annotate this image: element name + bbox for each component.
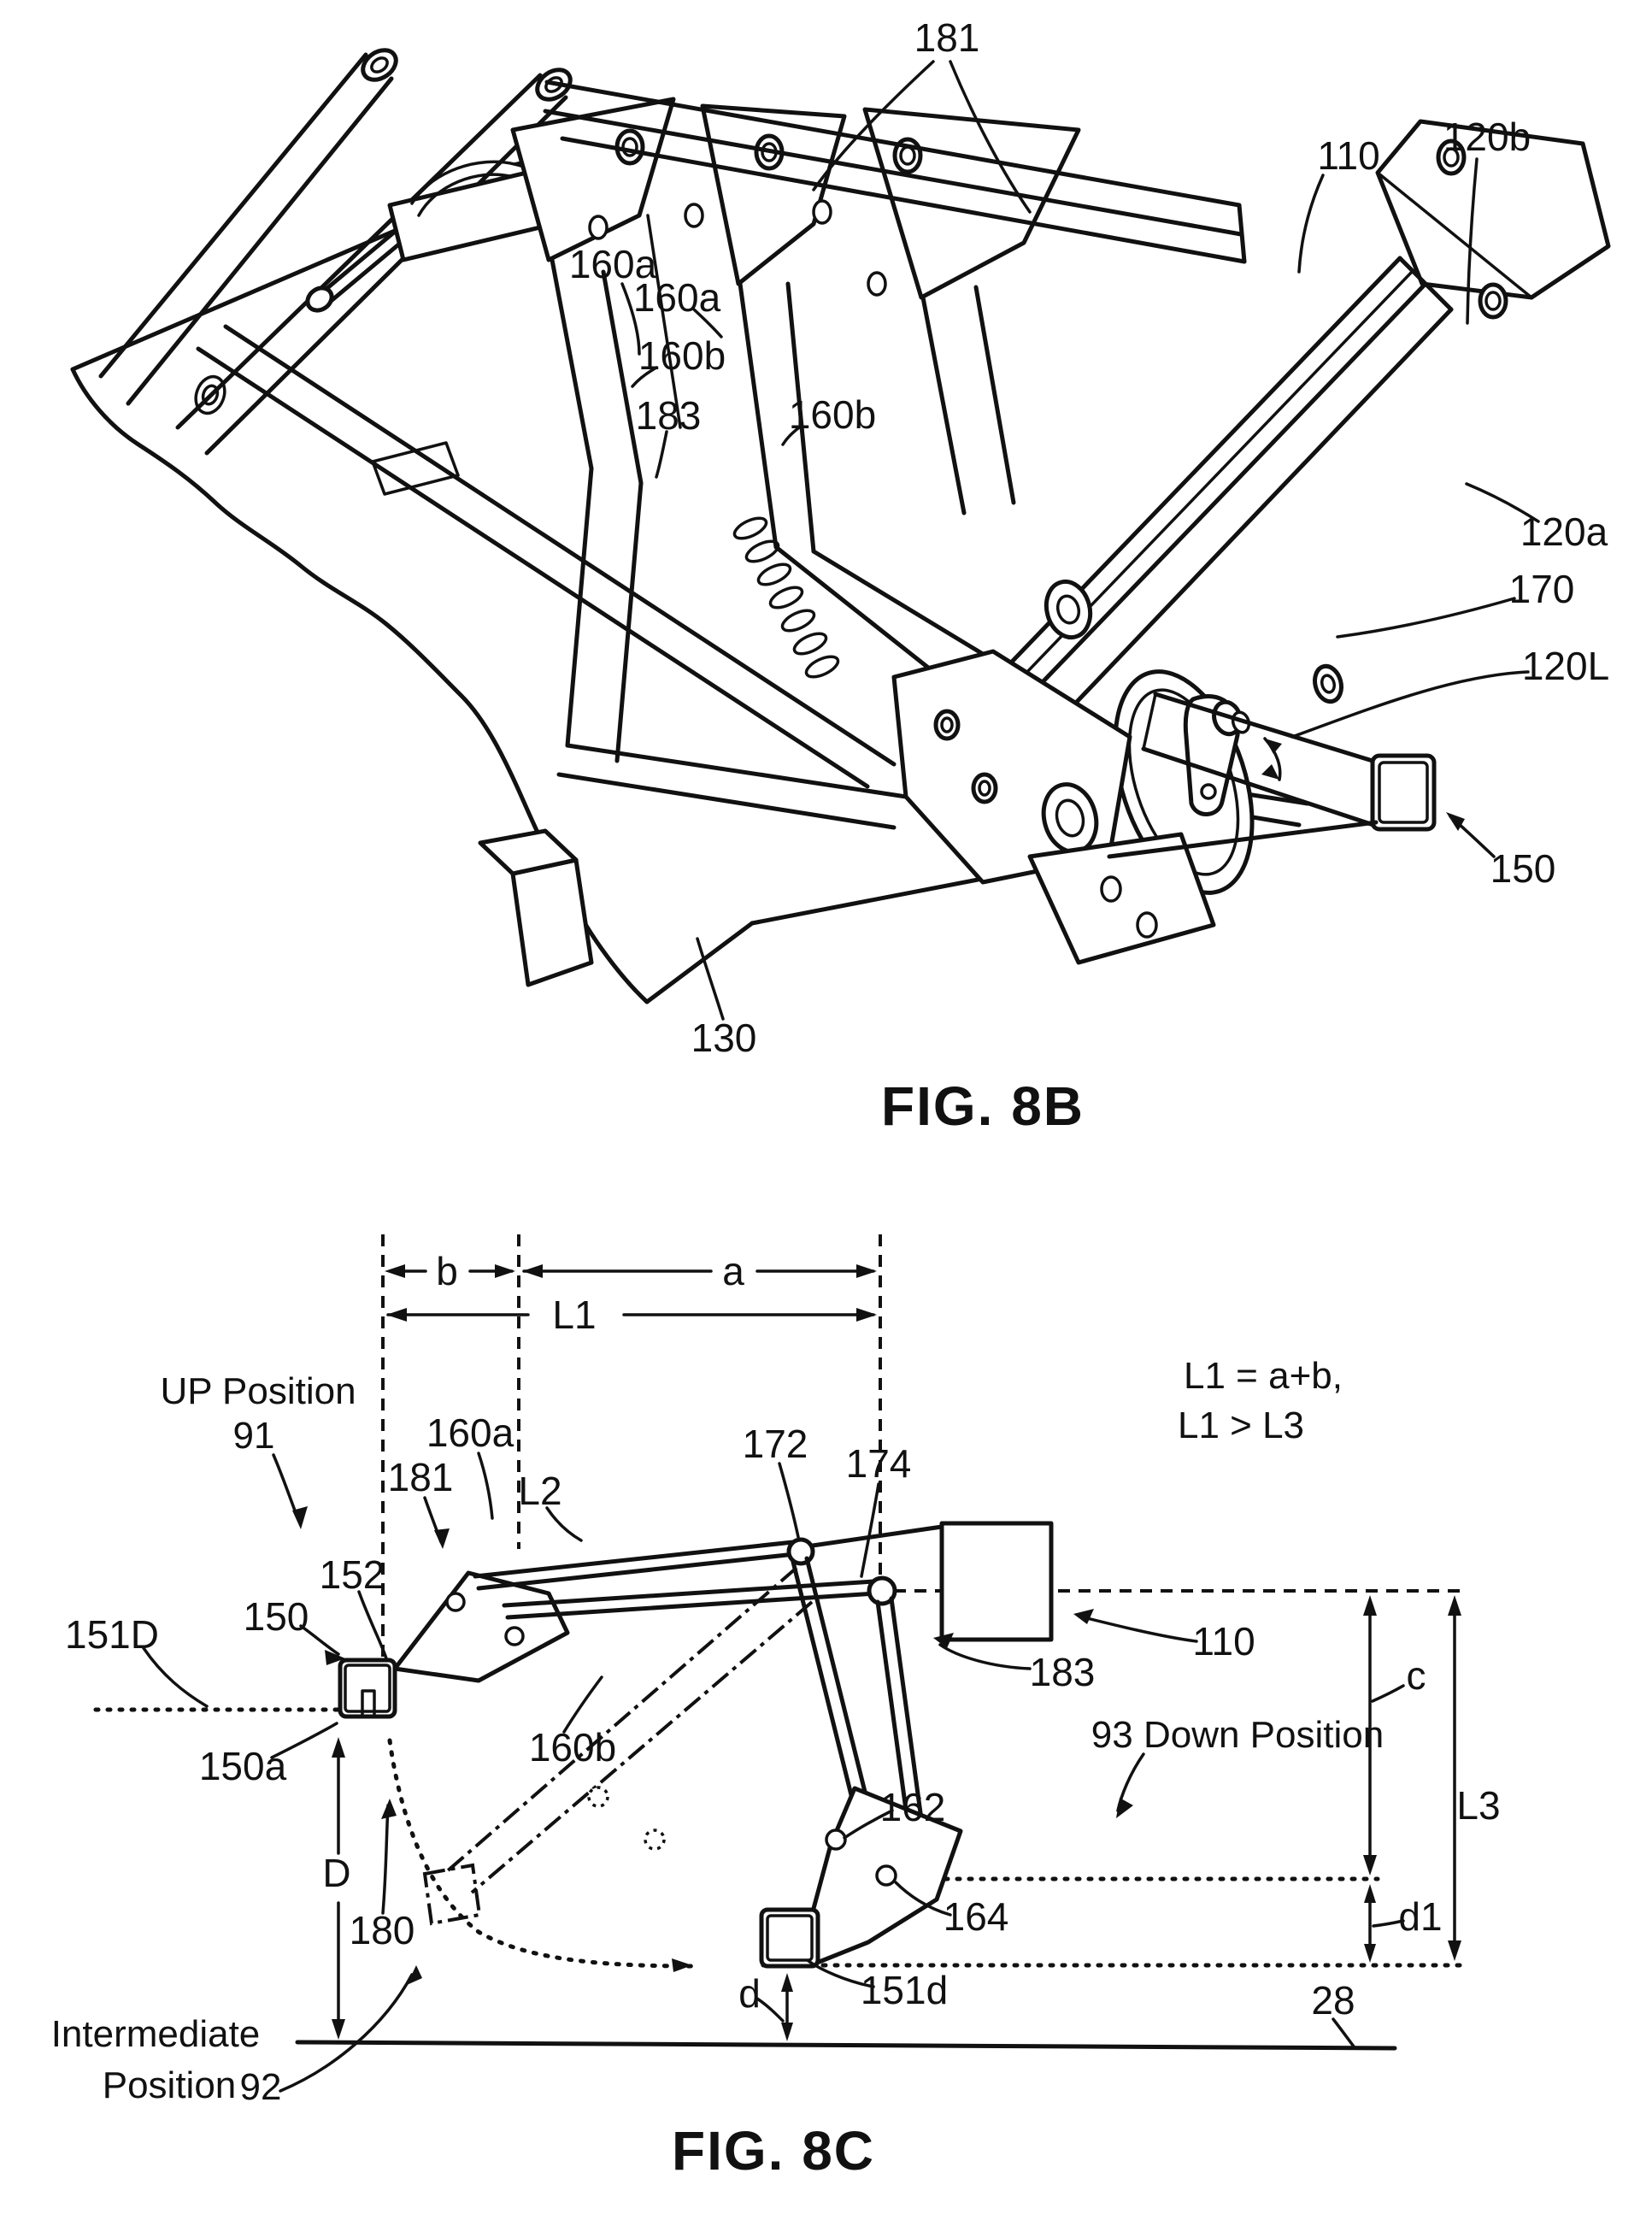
dimension-L1	[386, 1293, 877, 1337]
figure-8b-caption: FIG. 8B	[880, 1075, 1085, 1137]
figure-8c-caption: FIG. 8C	[671, 2120, 876, 2182]
dimension-L3	[1448, 1595, 1501, 1961]
up-position-label: UP Position	[160, 1370, 356, 1412]
figure-8b	[73, 15, 1609, 1137]
dim-label-L1: L1	[552, 1293, 597, 1337]
labels-8c	[51, 1355, 1385, 2182]
ref-label-160a-2: 160a	[632, 275, 721, 320]
ref-label-151d: 151d	[860, 1968, 949, 2012]
intermediate-ref: 92	[239, 2066, 282, 2108]
ref-label-120L: 120L	[1521, 644, 1610, 688]
dim-label-d1: d1	[1398, 1894, 1443, 1939]
ref-label-160a-1: 160a	[568, 242, 657, 286]
ref-label-172: 172	[742, 1422, 808, 1466]
travel-arc-180	[390, 1740, 699, 1966]
ref-label-120a: 120a	[1520, 509, 1608, 554]
down-position-label: 93 Down Position	[1091, 1714, 1385, 1756]
dimension-a	[522, 1249, 877, 1293]
stand-foot	[480, 831, 591, 985]
implement-box-110	[942, 1523, 1051, 1640]
dimension-d	[738, 1971, 793, 2041]
ref-label-183: 183	[635, 393, 702, 438]
ref-label-174: 174	[845, 1441, 912, 1486]
dim-label-d: d	[738, 1971, 761, 2016]
ref-label-183: 183	[1029, 1650, 1096, 1694]
equation-line-2: L1 > L3	[1177, 1404, 1305, 1446]
ref-label-110: 110	[1317, 133, 1380, 178]
dim-label-b: b	[436, 1249, 458, 1293]
ref-label-120b: 120b	[1443, 115, 1531, 159]
ref-label-150a: 150a	[198, 1744, 287, 1788]
ref-label-160b: 160b	[528, 1725, 617, 1770]
dim-label-D: D	[322, 1851, 351, 1895]
linkage-up-position	[340, 1523, 1051, 1823]
ref-label-28: 28	[1311, 1978, 1355, 2023]
ref-label-181: 181	[914, 15, 980, 60]
ref-label-150: 150	[243, 1594, 309, 1639]
up-position-ref: 91	[232, 1415, 275, 1457]
intermediate-label-line2: Position	[102, 2064, 237, 2106]
figure-8c	[51, 1234, 1501, 2182]
dim-label-c: c	[1406, 1653, 1426, 1698]
dimension-D	[322, 1737, 350, 2040]
bell-crank-assembly	[559, 468, 1376, 963]
ref-label-110: 110	[1192, 1619, 1255, 1664]
ref-label-152: 152	[319, 1552, 385, 1597]
leader-160b-8c	[564, 1677, 602, 1732]
ref-label-170: 170	[1508, 567, 1575, 611]
tube-intermediate	[425, 1865, 479, 1923]
dim-label-L2: L2	[518, 1469, 562, 1513]
intermediate-label-line1: Intermediate	[50, 2013, 261, 2055]
ground-line-28	[297, 2042, 1395, 2048]
dimension-d1	[1364, 1884, 1443, 1963]
dim-label-a: a	[722, 1249, 744, 1293]
deck-plate-130	[73, 162, 1115, 1002]
ref-label-160a: 160a	[426, 1410, 514, 1455]
dim-label-L3: L3	[1456, 1783, 1501, 1828]
ref-label-130: 130	[691, 1016, 757, 1060]
ref-label-160b-2: 160b	[788, 392, 877, 437]
dimension-b	[385, 1249, 515, 1293]
equation-line-1: L1 = a+b,	[1184, 1355, 1343, 1397]
ref-label-160b-1: 160b	[638, 333, 726, 378]
ref-label-151D: 151D	[65, 1612, 159, 1657]
left-lift-arms	[101, 44, 576, 453]
ref-label-164: 164	[943, 1894, 1009, 1939]
ref-label-181: 181	[387, 1455, 454, 1499]
ref-label-162: 162	[879, 1785, 946, 1829]
ref-label-180: 180	[349, 1908, 415, 1952]
ref-label-150: 150	[1490, 846, 1556, 891]
coil-spring	[732, 514, 841, 680]
